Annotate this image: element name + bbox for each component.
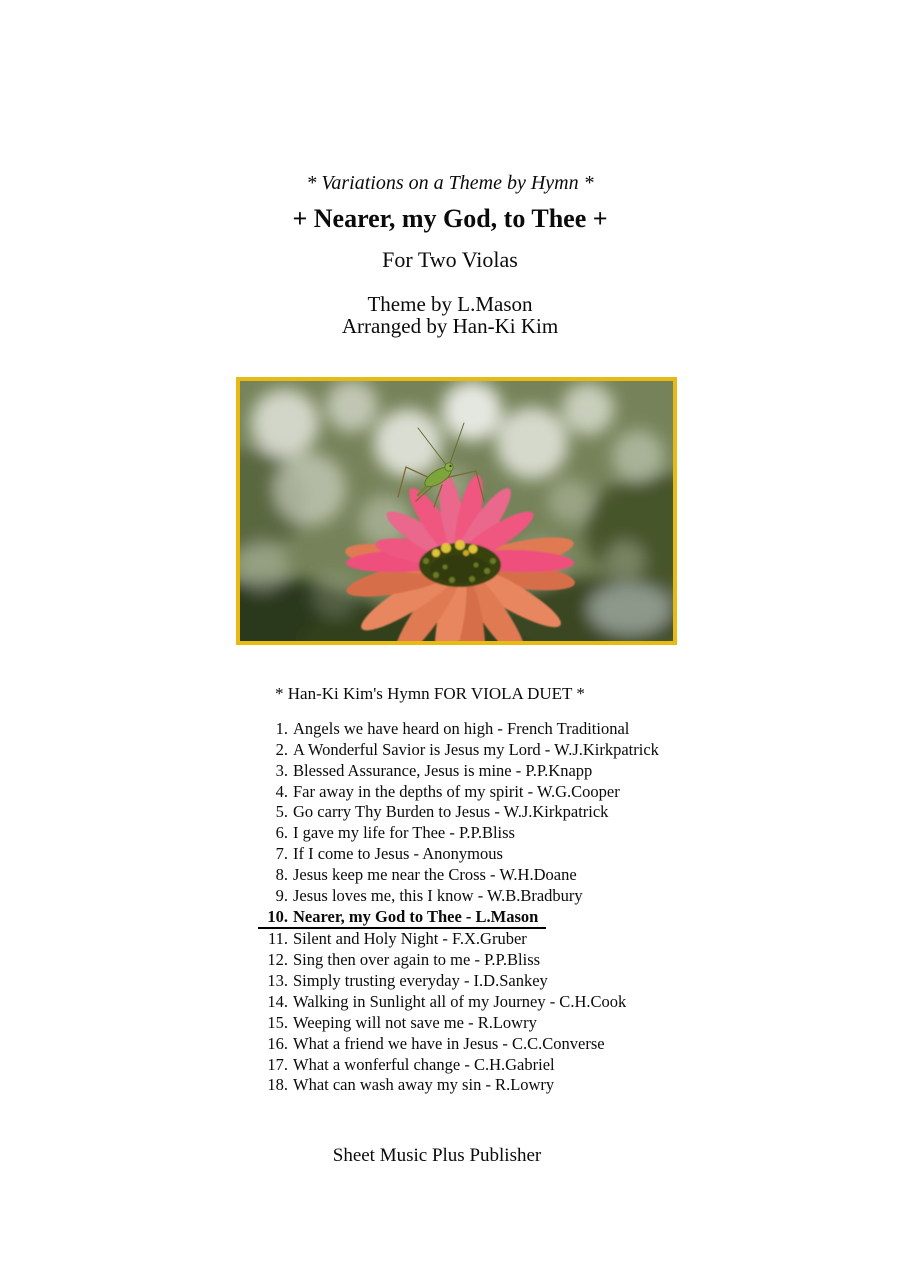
series-line: * Variations on a Theme by Hymn *	[306, 172, 594, 194]
subtitle: For Two Violas	[382, 247, 518, 272]
hymn-number: 12.	[267, 950, 288, 970]
hymn-list-item	[258, 1055, 659, 1076]
page-title: + Nearer, my God, to Thee +	[292, 204, 608, 233]
hymn-entry	[258, 971, 548, 992]
hymn-title: I gave my life for Thee - P.P.Bliss	[293, 823, 515, 843]
hymn-title: Far away in the depths of my spirit - W.G.Cooper	[293, 781, 620, 801]
hymn-title: Weeping will not save me - R.Lowry	[293, 1012, 537, 1032]
cover-photo	[236, 377, 677, 645]
hymn-number: 2.	[275, 739, 288, 759]
hymn-number: 7.	[275, 844, 288, 864]
hymn-title: What a wonferful change - C.H.Gabriel	[293, 1054, 555, 1074]
hymn-title: Angels we have heard on high - French Traditional	[293, 719, 630, 738]
arranger-credit: Arranged by Han-Ki Kim	[341, 314, 559, 338]
hymn-title: Simply trusting everyday - I.D.Sankey	[293, 971, 548, 991]
hymn-number: 13.	[267, 971, 288, 991]
hymn-number: 5.	[275, 802, 288, 822]
hymn-title: Walking in Sunlight all of my Journey - C.H.Cook	[293, 991, 627, 1011]
hymn-number: 6.	[275, 823, 288, 843]
hymn-title: Blessed Assurance, Jesus is mine - P.P.Knapp	[293, 760, 593, 780]
hymn-list-item	[258, 719, 659, 740]
hymn-number: 9.	[275, 885, 288, 905]
hymn-number: 1.	[275, 719, 288, 738]
hymn-entry	[258, 1055, 555, 1076]
hymn-number: 3.	[275, 760, 288, 780]
hymn-list-item	[258, 1034, 659, 1055]
hymn-number: 8.	[275, 864, 288, 884]
hymn-number: 11.	[267, 929, 288, 949]
hymn-title: If I come to Jesus - Anonymous	[293, 844, 503, 864]
hymn-entry	[258, 1013, 537, 1034]
hymn-title: Nearer, my God to Thee - L.Mason	[293, 906, 539, 926]
hymn-entry	[258, 740, 659, 761]
hymn-entry	[258, 950, 540, 971]
hymn-entry	[258, 1034, 605, 1055]
hymn-list-item	[258, 992, 659, 1013]
hymn-title: Jesus keep me near the Cross - W.H.Doane	[293, 864, 577, 884]
hymn-number: 16.	[267, 1033, 288, 1053]
hymn-number: 18.	[267, 1075, 288, 1095]
grasshopper-flower-illustration	[240, 381, 673, 641]
hymn-number: 15.	[267, 1012, 288, 1032]
hymn-list-item	[258, 865, 659, 886]
hymn-list-item	[258, 950, 659, 971]
hymn-entry	[258, 761, 592, 782]
hymn-entry	[258, 907, 546, 930]
hymn-list-item	[258, 823, 659, 844]
hymn-list-item	[258, 971, 659, 992]
hymn-list	[258, 719, 659, 1096]
hymn-list-item	[258, 740, 659, 761]
hymn-number: 10.	[267, 906, 288, 926]
hymn-list-item	[258, 929, 659, 950]
publisher-footer: Sheet Music Plus Publisher	[332, 1145, 542, 1166]
hymn-title: Jesus loves me, this I know - W.B.Bradbury	[293, 885, 583, 905]
hymn-list-heading: * Han-Ki Kim's Hymn FOR VIOLA DUET *	[275, 684, 585, 703]
hymn-title: What can wash away my sin - R.Lowry	[293, 1075, 555, 1095]
hymn-list-item	[258, 907, 659, 930]
hymn-number: 14.	[267, 991, 288, 1011]
hymn-list-item	[258, 886, 659, 907]
hymn-number: 17.	[267, 1054, 288, 1074]
hymn-entry	[258, 802, 608, 823]
hymn-title: Go carry Thy Burden to Jesus - W.J.Kirkpatrick	[293, 802, 609, 822]
hymn-entry	[258, 865, 577, 886]
hymn-title: Silent and Holy Night - F.X.Gruber	[293, 929, 527, 949]
hymn-title: A Wonderful Savior is Jesus my Lord - W.J.Kirkpatrick	[293, 739, 659, 759]
hymn-list-item	[258, 1013, 659, 1034]
hymn-list-item	[258, 844, 659, 865]
hymn-list-item	[258, 802, 659, 823]
hymn-entry	[258, 844, 503, 865]
hymn-entry	[258, 782, 620, 803]
hymn-entry	[258, 823, 515, 844]
hymn-entry	[258, 886, 583, 907]
hymn-title: What a friend we have in Jesus - C.C.Converse	[293, 1033, 605, 1053]
hymn-list-item	[258, 1075, 659, 1096]
hymn-list-item	[258, 782, 659, 803]
hymn-entry	[258, 1075, 554, 1096]
hymn-entry	[258, 929, 527, 950]
hymn-title: Sing then over again to me - P.P.Bliss	[293, 950, 541, 970]
hymn-entry	[258, 992, 626, 1013]
theme-credit: Theme by L.Mason	[367, 292, 533, 316]
hymn-number: 4.	[275, 781, 288, 801]
hymn-entry	[258, 719, 629, 740]
hymn-list-item	[258, 761, 659, 782]
